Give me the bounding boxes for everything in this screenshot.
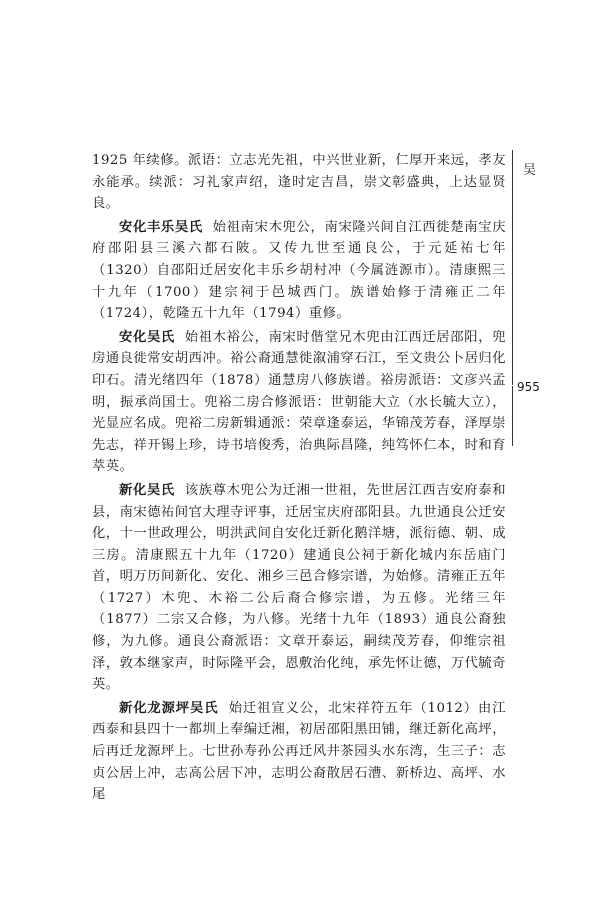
paragraph-text: 1925 年续修。派语：立志光先祖，中兴世业新，仁厚开来远，孝友永能承。续派：习礼家声绍，逢时定吉昌，崇文彰盛典，上达显贤良。 [92,153,506,212]
paragraph-text: 始迁祖宣义公，北宋祥符五年（1012）由江西泰和县四十一都圳上奉编迁湘，初居邵阳黑田铺，继迁新化高坪，后再迁龙源坪上。七世孙寿孙公再迁风井茶园头水东湾，生三子：志贞公居上冲，志高公居下冲，志明公裔散居石漕、新桥边、高坪、水尾 [92,700,506,803]
paragraph-1 [92,150,506,215]
paragraph-text: 始祖木裕公，南宋时偕堂兄木兜由江西迁居邵阳，兜房通良徙常安胡西冲。裕公裔通慧徙溆浦穿石江，至文贵公卜居归化印石。清光绪四年（1878）通慧房八修族谱。裕房派语：文彦兴孟明，振承尚国士。兜裕二房合修派语：世朝能大立（水长毓大立），光显应名成。兜裕二房新辑通派：荣章逢泰运，华锦茂芳春，泽厚崇先志，祥开锡上珍，诗书培俊秀，治典际昌隆，纯笃怀仁本，时和育萃英。 [92,329,506,475]
margin-rule [512,150,513,385]
section-heading: 安化吴氏 [119,329,175,345]
paragraph-5 [92,698,506,806]
paragraph-text: 始祖南宋木兜公，南宋隆兴间自江西徙楚南宝庆府邵阳县三溪六都石陂。又传九世至通良公，于元延祐七年（1320）自邵阳迁居安化丰乐乡胡村冲（今属涟源市）。清康熙三十九年（1700）建宗祠于邑城西门。族谱始修于清雍正二年（1724），乾隆五十九年（1794）重修。 [92,219,506,322]
paragraph-3 [92,327,506,478]
page-number: 955 [517,380,540,394]
running-header-char: 吴 [523,163,537,178]
section-heading: 新化吴氏 [119,482,175,498]
body-text [92,150,506,808]
section-heading: 新化龙源坪吴氏 [119,700,219,716]
paragraph-4 [92,480,506,696]
margin-rule-lower [512,386,513,446]
section-heading: 安化丰乐吴氏 [119,219,203,235]
paragraph-2 [92,217,506,325]
paragraph-text: 该族尊木兜公为迁湘一世祖，先世居江西吉安府泰和县，南宋德祐间官大理寺评事，迁居宝庆府邵阳县。九世通良公迁安化，十一世政理公，明洪武间自安化迁新化鹅洋塘，派衍德、朝、成三房。清康熙五十九年（1720）建通良公祠于新化城内东岳庙门首，明万历间新化、安化、湘乡三邑合修宗谱，为始修。清雍正五年（1727）木兜、木裕二公后裔合修宗谱，为五修。光绪三年（1877）二宗又合修，为八修。光绪十九年（1893）通良公裔独修，为九修。通良公裔派语：文章开泰运，嗣续茂芳春，仰维宗祖泽，敦本继家声，时际隆平会，恩敷治化纯，承先怀让德，万代毓奇英。 [92,482,506,693]
